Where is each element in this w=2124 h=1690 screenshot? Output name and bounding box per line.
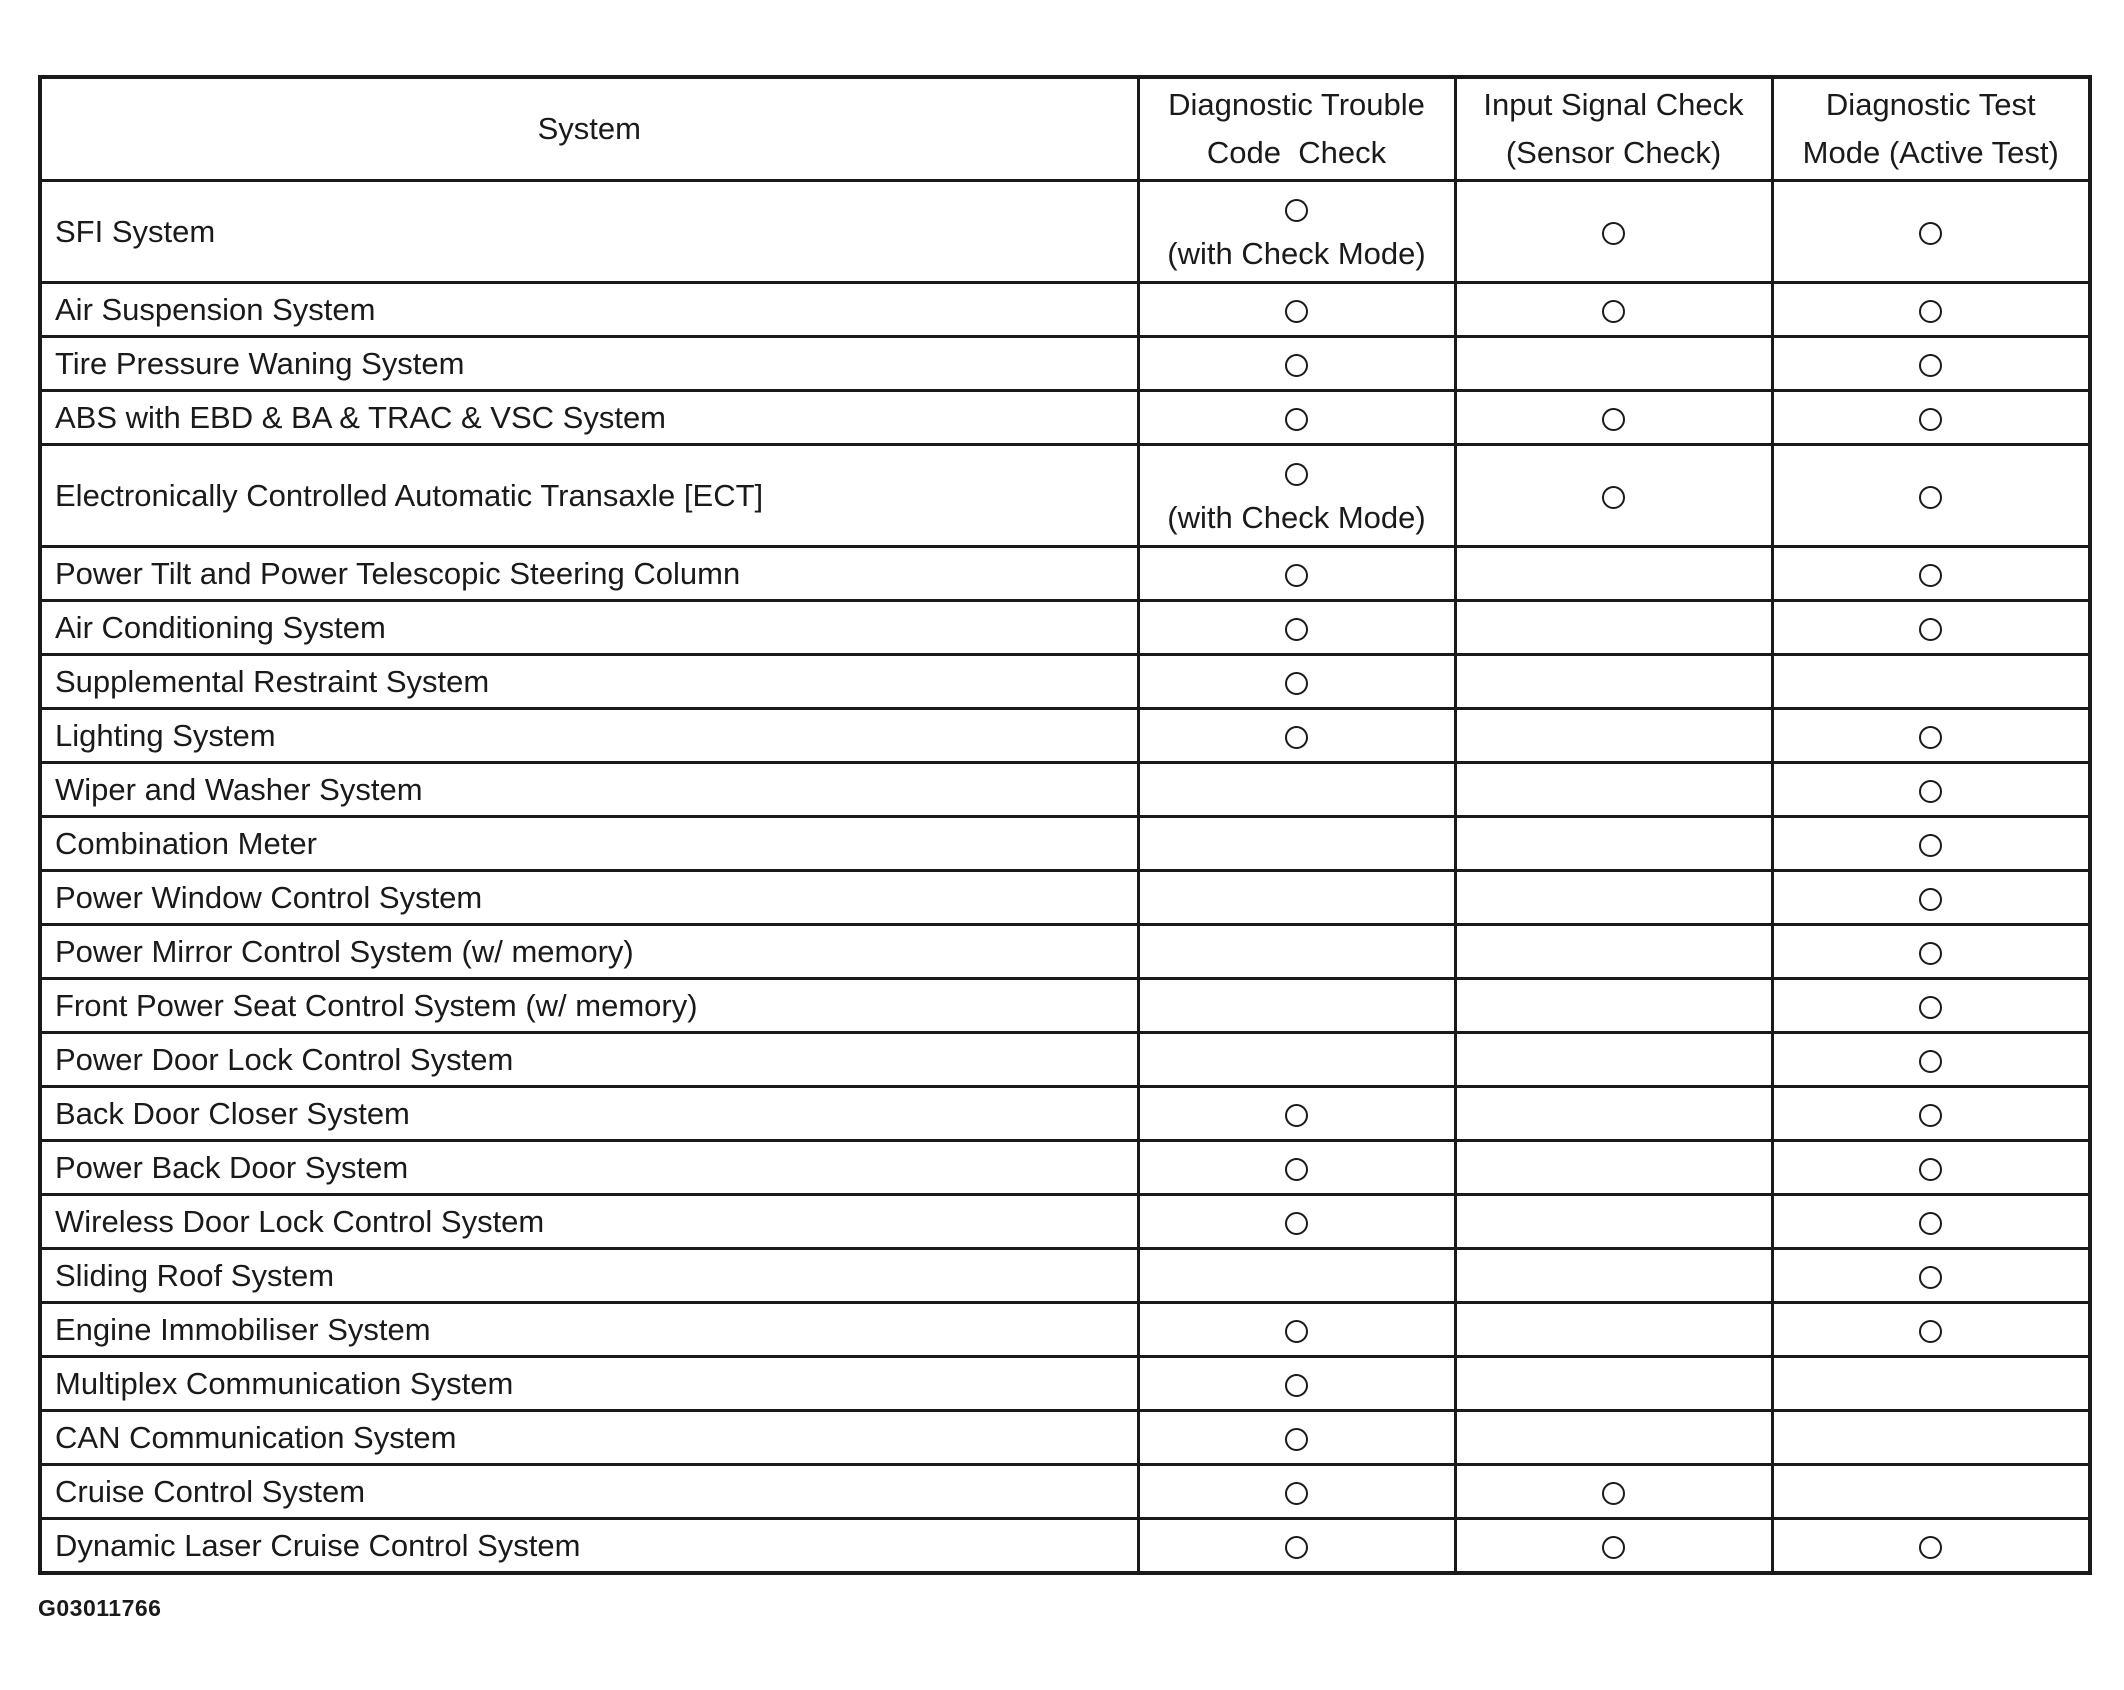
input-cell [1455,1411,1772,1465]
system-name-cell: Power Window Control System [40,871,1138,925]
circle-check-icon [1602,1536,1625,1559]
dtc-cell [1138,1411,1455,1465]
dtc-cell [1138,1303,1455,1357]
circle-check-icon [1285,1158,1308,1181]
dtc-cell [1138,1033,1455,1087]
dtc-cell [1138,763,1455,817]
input-cell [1455,1087,1772,1141]
input-cell [1455,1303,1772,1357]
active-cell [1772,817,2090,871]
dtc-cell [1138,445,1455,547]
input-cell [1455,925,1772,979]
circle-check-icon [1919,996,1942,1019]
circle-check-icon [1285,408,1308,431]
table-row [40,391,2090,445]
dtc-cell [1138,547,1455,601]
input-cell [1455,1195,1772,1249]
active-cell [1772,1087,2090,1141]
input-cell [1455,283,1772,337]
circle-check-icon [1919,486,1942,509]
active-cell [1772,391,2090,445]
active-cell [1772,871,2090,925]
system-name-cell: Multiplex Communication System [40,1357,1138,1411]
circle-check-icon [1919,300,1942,323]
circle-check-icon [1285,1428,1308,1451]
input-cell [1455,445,1772,547]
table-row [40,445,2090,547]
table-row [40,655,2090,709]
active-cell [1772,1357,2090,1411]
header-active-line-2: Mode (Active Test) [1802,135,2059,170]
circle-check-icon [1285,1482,1308,1505]
system-name-cell: Dynamic Laser Cruise Control System [40,1519,1138,1574]
system-name-cell: CAN Communication System [40,1411,1138,1465]
system-name-cell: Supplemental Restraint System [40,655,1138,709]
input-cell [1455,817,1772,871]
circle-check-icon [1602,300,1625,323]
system-name-cell: Sliding Roof System [40,1249,1138,1303]
circle-check-icon [1919,222,1942,245]
active-cell [1772,1141,2090,1195]
input-cell [1455,1249,1772,1303]
table-row [40,283,2090,337]
system-name-cell: SFI System [40,181,1138,283]
circle-check-icon [1602,222,1625,245]
active-cell [1772,1249,2090,1303]
input-cell [1455,1519,1772,1574]
dtc-cell [1138,283,1455,337]
circle-check-icon [1919,1320,1942,1343]
input-cell [1455,709,1772,763]
active-cell [1772,1519,2090,1574]
active-cell [1772,337,2090,391]
active-cell [1772,1411,2090,1465]
circle-check-icon [1602,408,1625,431]
input-cell [1455,979,1772,1033]
active-cell [1772,601,2090,655]
circle-check-icon [1285,1536,1308,1559]
system-name-cell: Electronically Controlled Automatic Transaxle [ECT] [40,445,1138,547]
table-row [40,817,2090,871]
circle-check-icon [1919,1536,1942,1559]
circle-check-icon [1602,1482,1625,1505]
table-row [40,1141,2090,1195]
system-name-cell: Combination Meter [40,817,1138,871]
figure-id: G03011766 [38,1595,162,1621]
input-cell [1455,601,1772,655]
active-cell [1772,283,2090,337]
input-cell [1455,1033,1772,1087]
active-cell [1772,979,2090,1033]
dtc-cell [1138,871,1455,925]
circle-check-icon [1285,672,1308,695]
dtc-cell [1138,1249,1455,1303]
circle-check-icon [1285,1104,1308,1127]
system-name-cell: Wireless Door Lock Control System [40,1195,1138,1249]
system-name-cell: Engine Immobiliser System [40,1303,1138,1357]
circle-check-icon [1285,463,1308,486]
system-name-cell: Power Mirror Control System (w/ memory) [40,925,1138,979]
dtc-cell [1138,1465,1455,1519]
circle-check-icon [1285,1212,1308,1235]
active-cell [1772,1303,2090,1357]
input-cell [1455,763,1772,817]
table-row [40,1411,2090,1465]
circle-check-icon [1602,486,1625,509]
table-row [40,1465,2090,1519]
system-name-cell: Power Door Lock Control System [40,1033,1138,1087]
system-name-cell: ABS with EBD & BA & TRAC & VSC System [40,391,1138,445]
table-row [40,547,2090,601]
input-cell [1455,1357,1772,1411]
table-row [40,1357,2090,1411]
input-cell [1455,871,1772,925]
table-row [40,181,2090,283]
input-cell [1455,391,1772,445]
circle-check-icon [1285,1320,1308,1343]
dtc-cell [1138,1357,1455,1411]
table-row [40,1303,2090,1357]
input-cell [1455,547,1772,601]
header-input-line-1: Input Signal Check [1483,87,1744,122]
active-cell [1772,445,2090,547]
diagnostic-function-table [38,75,2092,1575]
circle-check-icon [1285,726,1308,749]
system-name-cell: Tire Pressure Waning System [40,337,1138,391]
active-cell [1772,1033,2090,1087]
header-input-signal-check [1455,77,1772,181]
active-cell [1772,547,2090,601]
circle-check-icon [1919,888,1942,911]
table-body [40,181,2090,1574]
header-active-test [1772,77,2090,181]
dtc-cell [1138,337,1455,391]
header-dtc-line-2: Code Check [1206,135,1387,170]
table-row [40,871,2090,925]
input-cell [1455,1141,1772,1195]
table-header-row [40,77,2090,181]
circle-check-icon [1919,564,1942,587]
header-system-label: System [537,111,641,146]
system-name-cell: Back Door Closer System [40,1087,1138,1141]
input-cell [1455,655,1772,709]
dtc-cell [1138,1141,1455,1195]
input-cell [1455,337,1772,391]
circle-check-icon [1919,1104,1942,1127]
active-cell [1772,181,2090,283]
active-cell [1772,763,2090,817]
active-cell [1772,1465,2090,1519]
dtc-cell [1138,709,1455,763]
circle-check-icon [1285,618,1308,641]
circle-check-icon [1285,564,1308,587]
circle-check-icon [1919,408,1942,431]
header-input-line-2: (Sensor Check) [1505,135,1722,170]
system-name-cell: Power Back Door System [40,1141,1138,1195]
circle-check-icon [1285,199,1308,222]
circle-check-icon [1919,834,1942,857]
circle-check-icon [1919,726,1942,749]
system-name-cell: Cruise Control System [40,1465,1138,1519]
header-dtc-check [1138,77,1455,181]
system-name-cell: Lighting System [40,709,1138,763]
header-dtc-line-1: Diagnostic Trouble [1168,87,1425,122]
dtc-cell [1138,1087,1455,1141]
table-row [40,1519,2090,1574]
table-row [40,601,2090,655]
check-mode-note: (with Check Mode) [1167,235,1426,271]
table-row [40,979,2090,1033]
dtc-cell [1138,817,1455,871]
system-name-cell: Power Tilt and Power Telescopic Steering Column [40,547,1138,601]
system-name-cell: Air Conditioning System [40,601,1138,655]
dtc-cell [1138,655,1455,709]
circle-check-icon [1919,1266,1942,1289]
circle-check-icon [1919,618,1942,641]
active-cell [1772,925,2090,979]
circle-check-icon [1285,354,1308,377]
circle-check-icon [1285,1374,1308,1397]
active-cell [1772,1195,2090,1249]
circle-check-icon [1919,1158,1942,1181]
table-row [40,337,2090,391]
table-row [40,1033,2090,1087]
dtc-cell [1138,925,1455,979]
header-system [40,77,1138,181]
dtc-cell [1138,1519,1455,1574]
dtc-cell [1138,1195,1455,1249]
circle-check-icon [1919,354,1942,377]
circle-check-icon [1919,780,1942,803]
table-row [40,1249,2090,1303]
table-row [40,1195,2090,1249]
table-row [40,763,2090,817]
system-name-cell: Wiper and Washer System [40,763,1138,817]
circle-check-icon [1285,300,1308,323]
circle-check-icon [1919,942,1942,965]
table-row [40,1087,2090,1141]
dtc-cell [1138,181,1455,283]
system-name-cell: Air Suspension System [40,283,1138,337]
table-row [40,925,2090,979]
header-active-line-1: Diagnostic Test [1825,87,2036,122]
circle-check-icon [1919,1212,1942,1235]
dtc-cell [1138,391,1455,445]
active-cell [1772,709,2090,763]
dtc-cell [1138,601,1455,655]
dtc-cell [1138,979,1455,1033]
system-name-cell: Front Power Seat Control System (w/ memory) [40,979,1138,1033]
check-mode-note: (with Check Mode) [1167,499,1426,535]
active-cell [1772,655,2090,709]
input-cell [1455,1465,1772,1519]
circle-check-icon [1919,1050,1942,1073]
table-row [40,709,2090,763]
input-cell [1455,181,1772,283]
